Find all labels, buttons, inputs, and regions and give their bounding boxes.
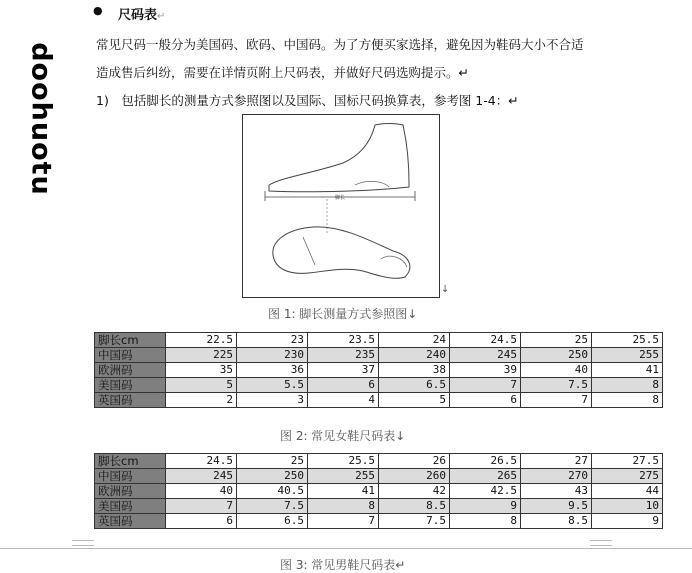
table-cell: 42.5 <box>450 484 521 499</box>
table-cell: 2 <box>166 393 237 408</box>
paragraph-2: 造成售后纠纷，需要在详情页附上尺码表，并做好尺码选购提示。↵ <box>96 65 469 80</box>
table-cell: 25.5 <box>592 333 663 348</box>
row-label: 脚长cm <box>95 333 166 348</box>
foot-top-outline <box>273 227 410 279</box>
table-cell: 5 <box>166 378 237 393</box>
foot-drawing <box>243 115 439 297</box>
table-row <box>95 333 663 348</box>
table-cell: 7 <box>308 514 379 529</box>
table-cell: 6 <box>450 393 521 408</box>
table-cell: 22.5 <box>166 333 237 348</box>
table-cell: 235 <box>308 348 379 363</box>
table-row <box>95 469 663 484</box>
brand-logo-text: doohuotu <box>25 42 57 196</box>
table-cell: 27 <box>521 454 592 469</box>
table-cell: 39 <box>450 363 521 378</box>
table-row <box>95 393 663 408</box>
table-cell: 8.5 <box>379 499 450 514</box>
page-divider <box>0 548 692 549</box>
table-cell: 5 <box>379 393 450 408</box>
table-cell: 245 <box>166 469 237 484</box>
table-cell: 38 <box>379 363 450 378</box>
row-label: 英国码 <box>95 393 166 408</box>
table-cell: 24.5 <box>450 333 521 348</box>
table-cell: 245 <box>450 348 521 363</box>
foot-measure-figure <box>242 114 440 298</box>
table-cell: 6.5 <box>237 514 308 529</box>
table-cell: 7 <box>166 499 237 514</box>
row-label: 脚长cm <box>95 454 166 469</box>
table-cell: 8 <box>592 378 663 393</box>
row-label: 美国码 <box>95 499 166 514</box>
paragraph-3: 1) 包括脚长的测量方式参照图以及国际、国标尺码换算表，参考图 1-4：↵ <box>96 93 519 108</box>
table-cell: 41 <box>308 484 379 499</box>
figure-3-caption: 图 3: 常见男鞋尺码表↵ <box>280 558 406 572</box>
table-cell: 9 <box>450 499 521 514</box>
table-cell: 6.5 <box>379 378 450 393</box>
table-cell: 4 <box>308 393 379 408</box>
ruler-label: 脚长 <box>335 195 346 201</box>
table-cell: 25 <box>521 333 592 348</box>
table-cell: 25.5 <box>308 454 379 469</box>
figure-anchor-icon: ↓ <box>441 284 450 295</box>
figure-2-caption: 图 2: 常见女鞋尺码表↓ <box>280 429 406 443</box>
table-cell: 40.5 <box>237 484 308 499</box>
table-cell: 6 <box>308 378 379 393</box>
table-cell: 41 <box>592 363 663 378</box>
table-cell: 27.5 <box>592 454 663 469</box>
table-cell: 230 <box>237 348 308 363</box>
bullet-icon: ● <box>93 4 103 17</box>
table-cell: 260 <box>379 469 450 484</box>
brand-logo <box>25 14 57 224</box>
table-cell: 3 <box>237 393 308 408</box>
figure-1-caption: 图 1: 脚长测量方式参照图↓ <box>268 307 418 321</box>
table-cell: 40 <box>166 484 237 499</box>
table-cell: 10 <box>592 499 663 514</box>
table-cell: 26.5 <box>450 454 521 469</box>
row-label: 中国码 <box>95 469 166 484</box>
men-size-table <box>94 453 663 529</box>
table-cell: 225 <box>166 348 237 363</box>
table-cell: 9 <box>592 514 663 529</box>
table-cell: 7.5 <box>379 514 450 529</box>
row-label: 美国码 <box>95 378 166 393</box>
table-cell: 35 <box>166 363 237 378</box>
table-cell: 5.5 <box>237 378 308 393</box>
table-row <box>95 484 663 499</box>
foot-side-outline <box>269 124 409 192</box>
table-cell: 8 <box>308 499 379 514</box>
table-row <box>95 514 663 529</box>
row-label: 英国码 <box>95 514 166 529</box>
paragraph-mark-icon: ↵ <box>157 11 166 22</box>
table-cell: 7.5 <box>521 378 592 393</box>
table-cell: 275 <box>592 469 663 484</box>
table-cell: 23 <box>237 333 308 348</box>
table-row <box>95 348 663 363</box>
row-label: 欧洲码 <box>95 484 166 499</box>
table-cell: 9.5 <box>521 499 592 514</box>
table-cell: 44 <box>592 484 663 499</box>
table-cell: 24 <box>379 333 450 348</box>
section-title: 尺码表 <box>118 8 158 23</box>
table-cell: 265 <box>450 469 521 484</box>
table-row <box>95 454 663 469</box>
table-cell: 240 <box>379 348 450 363</box>
table-cell: 23.5 <box>308 333 379 348</box>
table-cell: 8 <box>592 393 663 408</box>
table-cell: 6 <box>166 514 237 529</box>
row-label: 中国码 <box>95 348 166 363</box>
table-cell: 250 <box>237 469 308 484</box>
table-row <box>95 363 663 378</box>
table-cell: 8.5 <box>521 514 592 529</box>
table-cell: 255 <box>592 348 663 363</box>
table-cell: 37 <box>308 363 379 378</box>
row-label: 欧洲码 <box>95 363 166 378</box>
table-cell: 36 <box>237 363 308 378</box>
table-cell: 8 <box>450 514 521 529</box>
table-cell: 270 <box>521 469 592 484</box>
table-row <box>95 378 663 393</box>
table-cell: 250 <box>521 348 592 363</box>
table-cell: 7 <box>450 378 521 393</box>
table-cell: 25 <box>237 454 308 469</box>
table-cell: 255 <box>308 469 379 484</box>
table-cell: 40 <box>521 363 592 378</box>
table-cell: 24.5 <box>166 454 237 469</box>
table-row <box>95 499 663 514</box>
table-cell: 43 <box>521 484 592 499</box>
table-cell: 7 <box>521 393 592 408</box>
table-cell: 7.5 <box>237 499 308 514</box>
table-cell: 42 <box>379 484 450 499</box>
women-size-table <box>94 332 663 408</box>
paragraph-1: 常见尺码一般分为美国码、欧码、中国码。为了方便买家选择，避免因为鞋码大小不合适 <box>96 37 584 52</box>
table-cell: 26 <box>379 454 450 469</box>
